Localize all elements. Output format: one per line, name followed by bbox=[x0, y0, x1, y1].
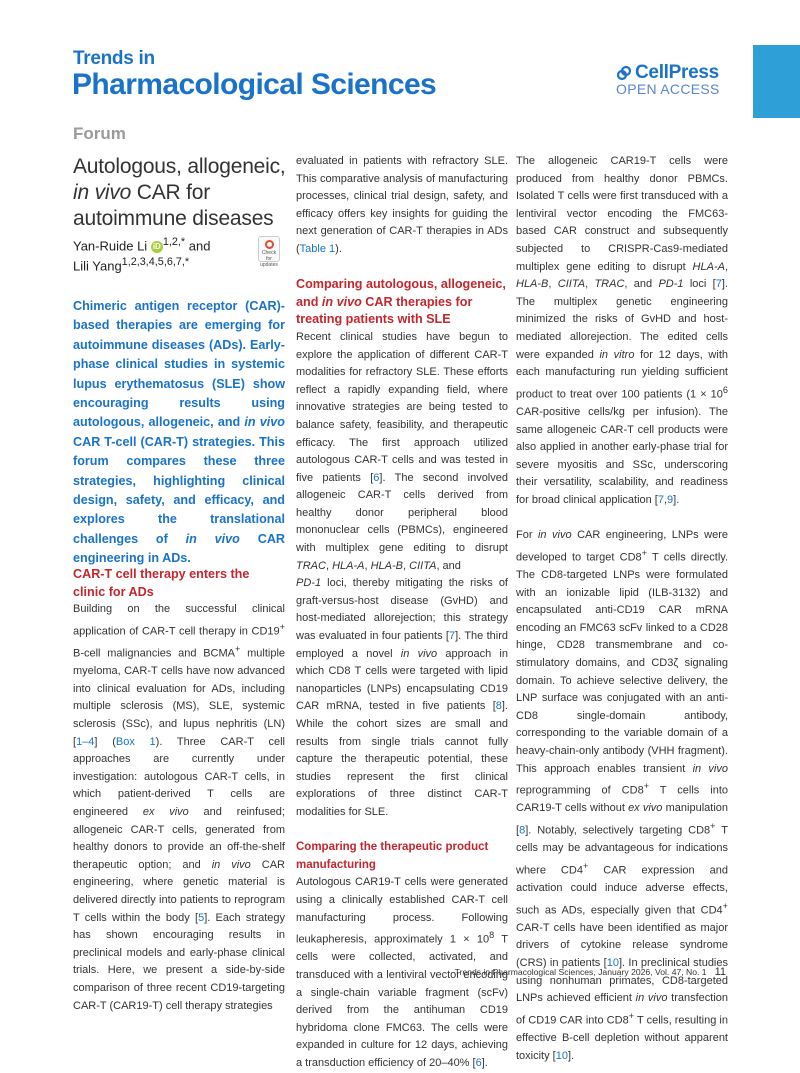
body-paragraph: Recent clinical studies have begun to explore the application of different CAR-T modalities for refractory SLE. These efforts reflect a rapidly expanding field, where innovative strategies are being tested to balance safety, feasibility, and therapeutic efficacy. The first approach utilized autologous CAR-T cells and was tested in five patients [6]. The second involved allogeneic CAR-T cells derived from healthy donor peripheral blood mononuclear cells (PBMCs), engineered with multiplex gene editing to disrupt TRAC, HLA-A, HLA-B, CIITA, and PD-1 loci, thereby mitigating the risks of graft-versus-host disease (GvHD) and host-mediated allorejection; this strategy was evaluated in four patients [7]. The third employed a novel in vivo approach in which CD8 T cells were targeted with lipid nanoparticles (LNPs) encapsulating CD19 CAR mRNA, tested in five patients [8]. While the cohort sizes are small and results from single trials cannot fully capture the therapeutic potential, these studies represent the first clinical explorations of three distinct CAR-T modalities for SLE. bbox=[296, 330, 508, 818]
page-footer bbox=[440, 966, 726, 978]
author-name[interactable]: Lili Yang bbox=[73, 258, 122, 274]
section-heading: Comparing autologous, allogeneic, and in vivo CAR therapies for treating patients with SLE bbox=[296, 277, 506, 327]
title-line-1: Autologous, allogeneic, bbox=[73, 155, 286, 178]
abstract: Chimeric antigen receptor (CAR)-based therapies are emerging for autoimmune diseases (ADs). Early-phase clinical studies in systemic lupus erythematosus (SLE) show encouraging results using autologous, allogeneic, and in vivo CAR T-cell (CAR-T) strategies. This forum compares these three strategies, highlighting clinical design, safety, and efficacy, and explores the translational challenges of in vivo CAR engineering in ADs. bbox=[73, 299, 286, 566]
reference-link[interactable]: 8 bbox=[519, 824, 526, 837]
journal-kicker: Trends in bbox=[73, 48, 155, 69]
journal-color-block bbox=[753, 45, 800, 118]
reference-link[interactable]: 10 bbox=[606, 957, 619, 970]
subsection-heading: Comparing the therapeutic product manufacturing bbox=[296, 841, 489, 871]
author-list: Yan-Ruide Li iD $^{1,2,*}$ and Lili Yang$^{1,2,3,4,5,6,7,*}$ bbox=[73, 236, 211, 274]
reference-link[interactable]: 8 bbox=[495, 700, 502, 713]
reference-link[interactable]: 6 bbox=[475, 1056, 482, 1069]
author-affiliation: 1,2,3,4,5,6,7,* bbox=[121, 256, 190, 269]
body-paragraph: evaluated in patients with refractory SLE. This comparative analysis of manufacturing processes, clinical trial design, safety, and efficacy offers key insights for guiding the next generation of CAR-T therapies in ADs (Table 1). bbox=[296, 155, 508, 255]
body-paragraph: Autologous CAR19-T cells were generated using a clinically established CAR-T cell manufacturing process. Following leukapheresis, approximately $1 \times 10^8$ T cells were collected, activated, and transduced with a lentiviral vector encoding a single-chain variable fragment (scFv) derived from the antihuman CD19 hybridoma clone FMC63. The cells were expanded in culture for 12 days, achieving a transduction efficiency of 20–40% [6]. bbox=[296, 876, 508, 1069]
reference-link[interactable]: 5 bbox=[198, 911, 205, 924]
body-paragraph: Building on the successful clinical application of CAR-T cell therapy in CD19+ B-cell malignancies and BCMA+ multiple myeloma, CAR-T cells have now advanced into clinical evaluation for ADs, including multiple sclerosis (MS), SLE, systemic sclerosis (SSc), and lupus nephritis (LN) [1–4] (Box 1). Three CAR-T cell approaches are currently under investigation: autologous CAR-T cells, in which patient-derived T cells are engineered ex vivo and reinfused; allogeneic CAR-T cells, generated from healthy donors to provide an off-the-shelf therapeutic option; and in vivo CAR engineering, where genetic material is delivered directly into patients to reprogram T cells within the body [5]. Each strategy has shown encouraging results in preclinical models and early-phase clinical trials. Here, we present a side-by-side comparison of three recent CD19-targeting CAR-T (CAR19-T) cell therapy strategies bbox=[73, 603, 285, 1012]
title-line-3: autoimmune diseases bbox=[73, 207, 274, 230]
section-kicker: Forum bbox=[73, 124, 126, 143]
body-column-1 bbox=[73, 566, 285, 1015]
table-link[interactable]: Table 1 bbox=[299, 242, 336, 255]
reference-link[interactable]: 1–4 bbox=[76, 735, 95, 748]
journal-name: Pharmacological Sciences bbox=[72, 68, 437, 101]
reference-link[interactable]: 7 bbox=[448, 630, 456, 643]
cellpress-icon bbox=[616, 65, 632, 81]
author-name[interactable]: Yan-Ruide Li bbox=[73, 238, 148, 254]
title-line-2: in vivo CAR for bbox=[73, 181, 211, 204]
reference-link[interactable]: 10 bbox=[555, 1049, 568, 1062]
reference-link[interactable]: 9 bbox=[667, 493, 674, 506]
section-heading: CAR-T cell therapy enters the clinic for ADs bbox=[73, 567, 250, 599]
body-paragraph: For in vivo CAR engineering, LNPs were developed to target CD8+ T cells directly. The CD8-targeted LNPs were formulated with an ionizable lipid (ILB-3132) and encapsulated anti-CD19 CAR mRNA encoding an FMC63 scFv linked to a CD28 hinge, CD28 transmembrane and co-stimulatory domains, and CD3ζ signaling domain. To achieve selective delivery, the LNP surface was conjugated with an anti-CD8 single-domain antibody, corresponding to the variable domain of a heavy-chain-only antibody (VHH fragment). This approach enables transient in vivo reprogramming of CD8+ T cells into CAR19-T cells without ex vivo manipulation [8]. Notably, selectively targeting CD8+ T cells may be advantageous for indications where CD4+ CAR expression and activation could induce adverse effects, such as ADs, especially given that CD4+ CAR-T cells have been identified as major drivers of cytokine release syndrome (CRS) in patients [10]. In preclinical studies using nonhuman primates, CD8-targeted LNPs achieved efficient in vivo transfection of CD19 CAR into CD8+ T cells, resulting in effective B-cell depletion without apparent toxicity [10]. bbox=[516, 529, 729, 1062]
open-access-label: OPEN ACCESS bbox=[616, 81, 720, 97]
orcid-icon[interactable]: iD bbox=[152, 242, 161, 252]
body-paragraph: The allogeneic CAR19-T cells were produced from healthy donor PBMCs. Isolated T cells were first transduced with a lentiviral vector encoding the FMC63-based CAR construct and subsequently subjected to CRISPR-Cas9-mediated multiplex gene editing to disrupt HLA-A, HLA-B, CIITA, TRAC, and PD-1 loci [7]. The multiplex genetic engineering minimized the risks of GvHD and host-mediated allorejection. The edited cells were expanded in vitro for 12 days, with each manufacturing run yielding sufficient product to treat over 100 patients ($1 \times 10^6$ CAR-positive cells/kg per infusion). The same allogeneic CAR-T cell products were also applied in another early-phase trial for severe myositis and SSc, underscoring their versatility, scalability, and readiness for broad clinical application [7,9]. bbox=[516, 155, 728, 506]
page-number: 11 bbox=[714, 966, 726, 978]
check-updates-icon bbox=[265, 240, 274, 249]
footer-citation: Trends in Pharmacological Sciences, January 2026, Vol. 47, No. 1 bbox=[454, 967, 707, 977]
body-column-2 bbox=[296, 153, 508, 1073]
publisher-logo[interactable] bbox=[616, 62, 726, 97]
box-link[interactable]: Box 1 bbox=[115, 735, 156, 748]
reference-link[interactable]: 7 bbox=[657, 493, 664, 506]
body-column-3 bbox=[516, 153, 728, 1065]
check-for-updates-badge[interactable]: Check for updates bbox=[258, 236, 280, 262]
reference-link[interactable]: 7 bbox=[715, 278, 722, 291]
author-affiliation: 1,2,* bbox=[162, 236, 186, 248]
reference-link[interactable]: 6 bbox=[373, 471, 380, 484]
article-title bbox=[73, 154, 288, 232]
publisher-name: CellPress bbox=[635, 62, 719, 83]
